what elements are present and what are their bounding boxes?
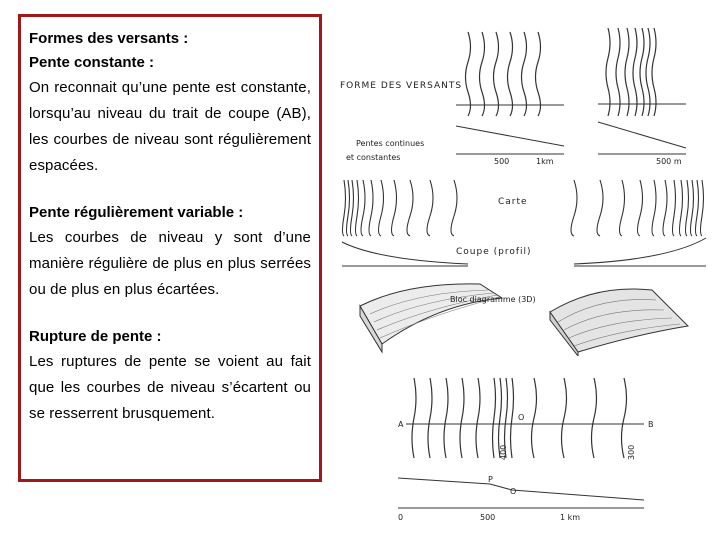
page-title: Formes des versants :	[29, 30, 189, 47]
section-body-rupture: Les ruptures de pente se voient au fait que les courbes de niveau s’écartent ou se resserrent brusquement.	[29, 353, 311, 422]
label-carte: Carte	[498, 197, 528, 207]
section-body-variable: Les courbes de niveau y sont d’une manière régulière de plus en plus serrées ou de plus en plus écartées.	[29, 229, 311, 298]
fig1-caption-2: et constantes	[346, 153, 401, 162]
fig1-caption-1: Pentes continues	[356, 139, 425, 148]
point-o-map: O	[518, 413, 525, 422]
contour-400: 400	[499, 444, 508, 460]
point-p: P	[488, 475, 493, 484]
label-b: B	[648, 420, 654, 429]
text-panel	[18, 14, 322, 482]
figure-variable-slope	[338, 176, 712, 356]
figure-rupture-slope	[394, 374, 664, 528]
section-heading-variable: Pente régulièrement variable :	[29, 204, 244, 221]
label-bloc: Bloc diagramme (3D)	[450, 295, 536, 304]
label-coupe: Coupe (profil)	[456, 247, 532, 257]
section-heading-constant: Pente constante :	[29, 54, 155, 71]
point-o-profile: O	[510, 487, 517, 496]
fig1-scale-1km: 1km	[536, 157, 554, 166]
scale-1km: 1 km	[560, 513, 581, 522]
scale-0: 0	[398, 513, 404, 522]
section-body-constant: On reconnait qu’une pente est constante, lorsqu’au niveau du trait de coupe (AB), les courbes de niveau sont régulièrement espacées.	[29, 79, 311, 174]
fig1-title: FORME DES VERSANTS	[340, 81, 463, 91]
contour-300: 300	[627, 444, 636, 460]
figure-constant-slope	[336, 22, 700, 172]
section-heading-rupture: Rupture de pente :	[29, 328, 162, 345]
fig1-scale-500: 500	[494, 157, 510, 166]
scale-500: 500	[480, 513, 496, 522]
fig1-scale-500m: 500 m	[656, 157, 682, 166]
label-a: A	[398, 420, 404, 429]
